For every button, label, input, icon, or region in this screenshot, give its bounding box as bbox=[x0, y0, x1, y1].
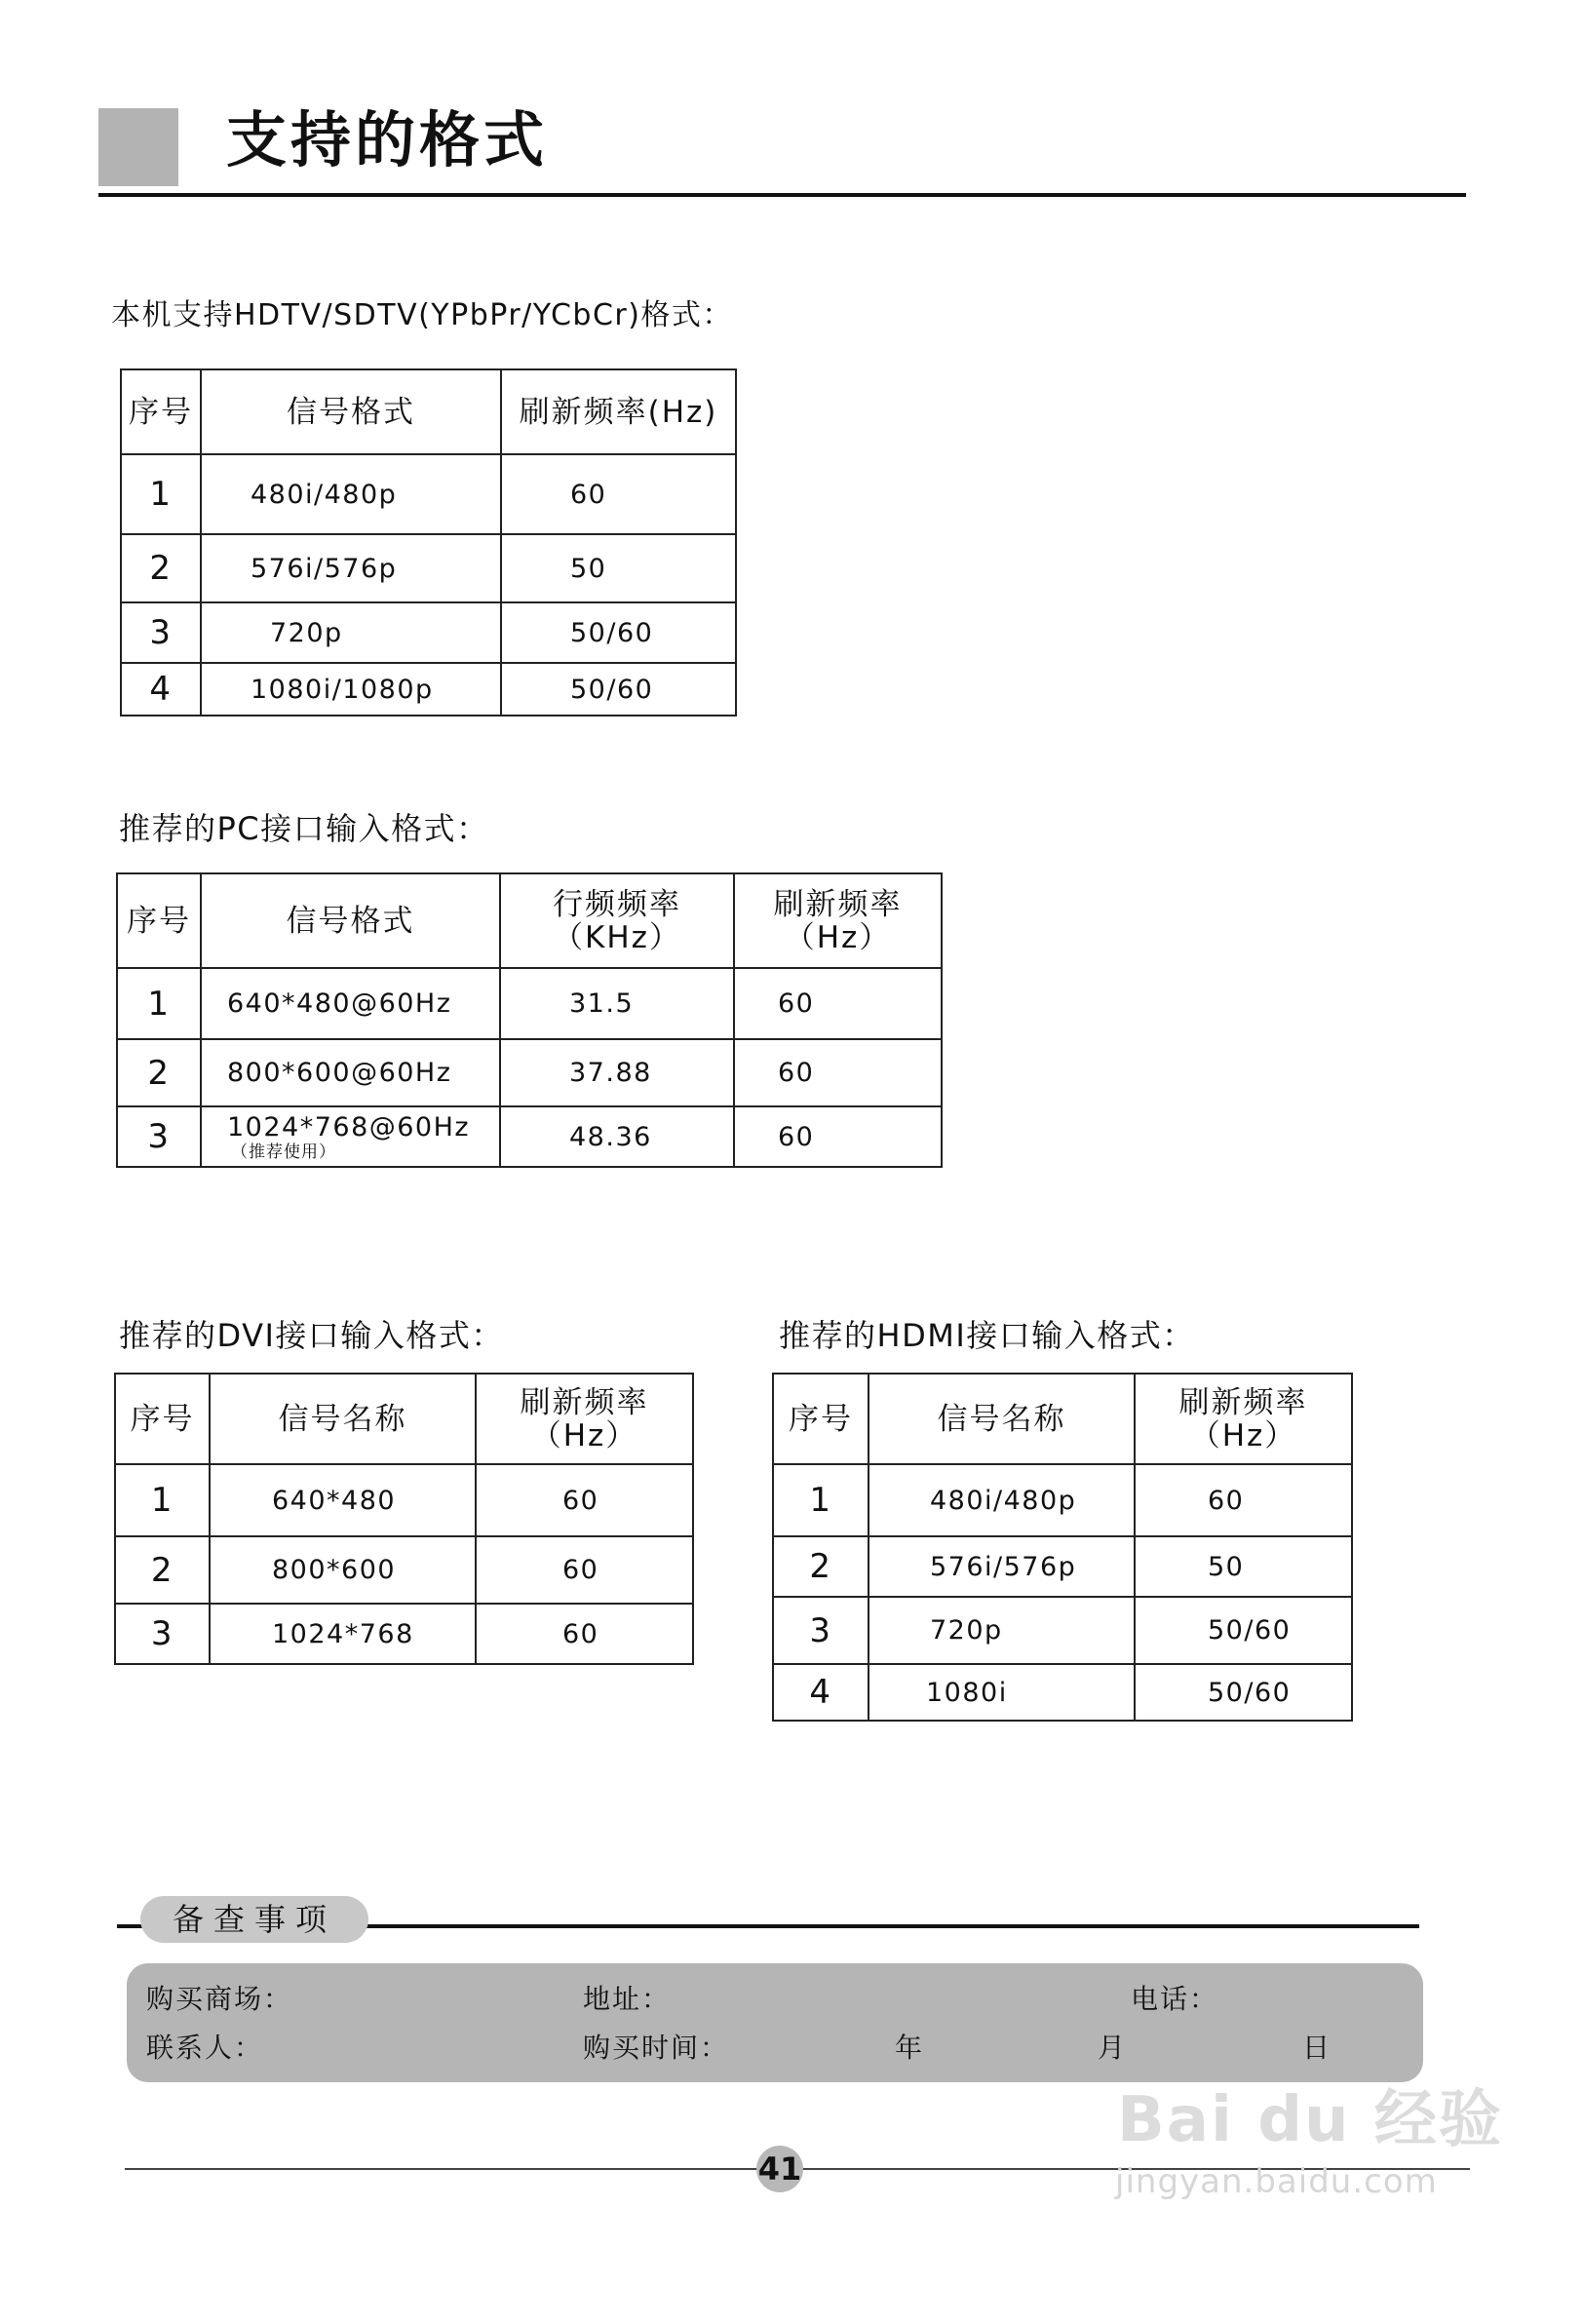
refresh-rate: 60 bbox=[734, 1039, 942, 1106]
header-cell-refresh bbox=[1135, 1374, 1352, 1464]
day-label: 日 bbox=[1302, 2032, 1332, 2064]
header-cell: 序号 bbox=[117, 873, 201, 968]
header-refresh-unit: （Hz） bbox=[784, 919, 892, 955]
table-row bbox=[115, 1536, 693, 1604]
row-number: 4 bbox=[121, 663, 201, 716]
row-number: 2 bbox=[117, 1039, 201, 1106]
table-row bbox=[115, 1604, 693, 1664]
signal-format: 800*600@60Hz bbox=[201, 1039, 500, 1106]
watermark-logo: Bai du 经验 bbox=[1117, 2084, 1503, 2156]
header-rule bbox=[98, 193, 1466, 197]
table-row bbox=[121, 602, 736, 663]
row-number: 3 bbox=[773, 1597, 869, 1664]
horizontal-frequency: 31.5 bbox=[500, 968, 734, 1039]
refresh-rate: 50/60 bbox=[1135, 1664, 1352, 1721]
refresh-rate: 60 bbox=[476, 1536, 693, 1604]
store-label: 购买商场： bbox=[146, 1983, 293, 2015]
hdtv-caption: 本机支持HDTV/SDTV(YPbPr/YCbCr)格式： bbox=[111, 298, 733, 332]
header-cell: 信号名称 bbox=[210, 1374, 476, 1464]
table-header-row bbox=[117, 873, 942, 968]
header-cell-refresh bbox=[734, 873, 942, 968]
signal-format: 640*480@60Hz bbox=[201, 968, 500, 1039]
refresh-rate: 60 bbox=[734, 968, 942, 1039]
refresh-rate: 60 bbox=[476, 1604, 693, 1664]
header-hfreq-label: 行频频率 bbox=[553, 886, 681, 922]
header-cell: 信号名称 bbox=[869, 1374, 1135, 1464]
row-number: 3 bbox=[115, 1604, 210, 1664]
dvi-format-table bbox=[114, 1373, 694, 1665]
table-row bbox=[117, 1039, 942, 1106]
row-number: 1 bbox=[117, 968, 201, 1039]
row-number: 2 bbox=[121, 534, 201, 602]
signal-name: 1080i bbox=[869, 1664, 1135, 1721]
header-cell: 序号 bbox=[115, 1374, 210, 1464]
address-label: 地址： bbox=[583, 1983, 672, 2015]
header-refresh-unit: （Hz） bbox=[530, 1417, 638, 1453]
signal-name: 800*600 bbox=[210, 1536, 476, 1604]
month-label: 月 bbox=[1098, 2032, 1128, 2064]
refresh-rate: 50/60 bbox=[501, 663, 736, 716]
table-row bbox=[121, 454, 736, 534]
header-cell: 信号格式 bbox=[201, 369, 501, 454]
pc-format-table bbox=[116, 872, 943, 1168]
recommended-note: （推荐使用） bbox=[231, 1142, 336, 1162]
signal-name: 640*480 bbox=[210, 1464, 476, 1536]
table-row bbox=[773, 1664, 1352, 1721]
year-label: 年 bbox=[895, 2032, 925, 2064]
header-refresh-label: 刷新频率 bbox=[773, 886, 903, 922]
header-refresh-unit: （Hz） bbox=[1189, 1417, 1297, 1453]
header-cell: 刷新频率(Hz) bbox=[501, 369, 736, 454]
row-number: 2 bbox=[115, 1536, 210, 1604]
dvi-caption: 推荐的DVI接口输入格式： bbox=[119, 1317, 504, 1354]
contact-label: 联系人： bbox=[146, 2032, 264, 2064]
refresh-rate: 50 bbox=[1135, 1536, 1352, 1597]
table-header-row bbox=[121, 369, 736, 454]
row-number: 2 bbox=[773, 1536, 869, 1597]
page-title: 支持的格式 bbox=[226, 104, 549, 175]
refresh-rate: 60 bbox=[1135, 1464, 1352, 1536]
header-cell: 序号 bbox=[121, 369, 201, 454]
refresh-rate: 50/60 bbox=[1135, 1597, 1352, 1664]
table-row bbox=[115, 1464, 693, 1536]
table-row bbox=[117, 968, 942, 1039]
table-row bbox=[121, 663, 736, 716]
row-number: 1 bbox=[121, 454, 201, 534]
table-row bbox=[773, 1464, 1352, 1536]
signal-format-cell bbox=[201, 1106, 500, 1167]
table-row bbox=[117, 1106, 942, 1167]
hdmi-caption: 推荐的HDMI接口输入格式： bbox=[779, 1317, 1195, 1354]
horizontal-frequency: 48.36 bbox=[500, 1106, 734, 1167]
pc-caption: 推荐的PC接口输入格式： bbox=[119, 810, 489, 847]
hdtv-format-table bbox=[120, 368, 737, 717]
table-row bbox=[773, 1597, 1352, 1664]
header-cell-refresh bbox=[476, 1374, 693, 1464]
table-row bbox=[773, 1536, 1352, 1597]
signal-format: 720p bbox=[201, 602, 501, 663]
header-cell-hfreq bbox=[500, 873, 734, 968]
row-number: 1 bbox=[773, 1464, 869, 1536]
page-number: 41 bbox=[756, 2146, 803, 2192]
header-cell: 序号 bbox=[773, 1374, 869, 1464]
signal-format: 576i/576p bbox=[201, 534, 501, 602]
signal-name: 720p bbox=[869, 1597, 1135, 1664]
refresh-rate: 60 bbox=[476, 1464, 693, 1536]
table-header-row bbox=[773, 1374, 1352, 1464]
header-refresh-label: 刷新频率 bbox=[520, 1384, 649, 1420]
refresh-rate: 50/60 bbox=[501, 602, 736, 663]
notes-title: 备查事项 bbox=[140, 1896, 368, 1943]
header-cell: 信号格式 bbox=[201, 873, 500, 968]
header-hfreq-unit: （KHz） bbox=[553, 919, 681, 955]
table-row bbox=[121, 534, 736, 602]
notes-box bbox=[127, 1963, 1423, 2082]
refresh-rate: 50 bbox=[501, 534, 736, 602]
signal-name: 576i/576p bbox=[869, 1536, 1135, 1597]
horizontal-frequency: 37.88 bbox=[500, 1039, 734, 1106]
signal-name: 480i/480p bbox=[869, 1464, 1135, 1536]
refresh-rate: 60 bbox=[734, 1106, 942, 1167]
signal-format: 1080i/1080p bbox=[201, 663, 501, 716]
signal-format: 480i/480p bbox=[201, 454, 501, 534]
watermark-url: jingyan.baidu.com bbox=[1115, 2162, 1438, 2201]
row-number: 4 bbox=[773, 1664, 869, 1721]
row-number: 3 bbox=[117, 1106, 201, 1167]
table-header-row bbox=[115, 1374, 693, 1464]
refresh-rate: 60 bbox=[501, 454, 736, 534]
signal-name: 1024*768 bbox=[210, 1604, 476, 1664]
row-number: 1 bbox=[115, 1464, 210, 1536]
purchase-time-label: 购买时间： bbox=[583, 2032, 730, 2064]
row-number: 3 bbox=[121, 602, 201, 663]
header-refresh-label: 刷新频率 bbox=[1178, 1384, 1308, 1420]
phone-label: 电话： bbox=[1131, 1983, 1219, 2015]
signal-format: 1024*768@60Hz bbox=[227, 1111, 471, 1143]
header-square-decoration bbox=[98, 108, 178, 186]
hdmi-format-table bbox=[772, 1373, 1353, 1722]
